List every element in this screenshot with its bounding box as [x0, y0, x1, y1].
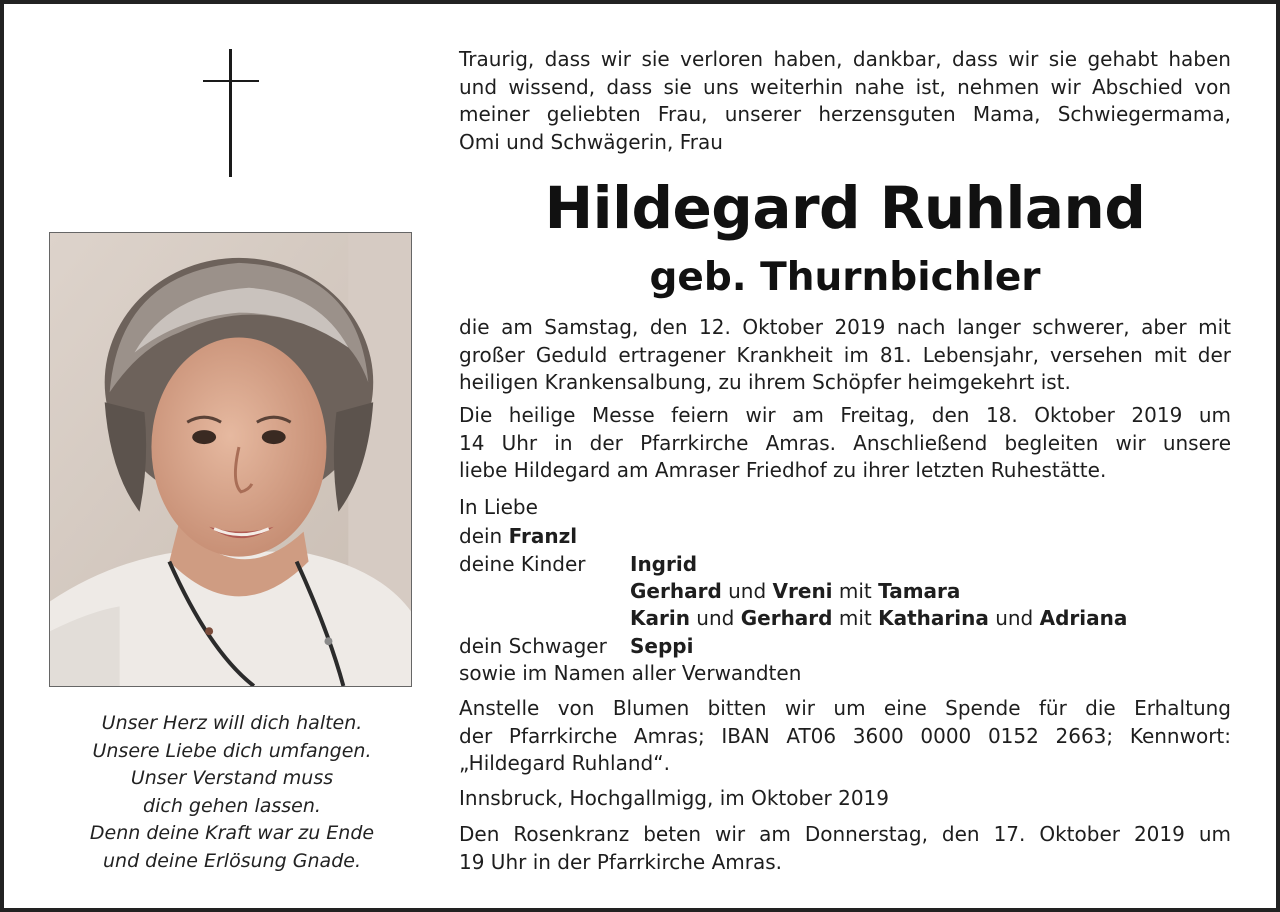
rosary-paragraph	[459, 821, 1231, 876]
child-name: Ingrid	[630, 552, 698, 576]
donation-paragraph	[459, 695, 1231, 778]
text-line: und wissend, dass sie uns weiterhin nahe ist, nehmen wir Abschied von	[459, 74, 1231, 99]
text-line: großer Geduld ertragener Krankheit im 81. Lebensjahr, versehen mit der	[459, 342, 1231, 367]
partner-name: Vreni	[772, 579, 833, 603]
maiden-name: geb. Thurnbichler	[649, 255, 1041, 300]
relatives-line: sowie im Namen aller Verwandten	[459, 661, 802, 685]
poem-line: und deine Erlösung Gnade.	[103, 849, 361, 872]
place-date: Innsbruck, Hochgallmigg, im Oktober 2019	[459, 786, 889, 810]
child-name: Gerhard	[630, 579, 722, 603]
text-line: meiner geliebten Frau, unserer herzensguten Mama, Schwiegermama,	[459, 102, 1231, 126]
text-line: der Pfarrkirche Amras; IBAN AT06 3600 0000 0152 2663; Kennwort:	[459, 723, 1231, 748]
connector: und	[689, 606, 741, 630]
connector: und	[988, 606, 1040, 630]
connector: und	[721, 579, 773, 603]
grandchild-name: Tamara	[878, 579, 961, 603]
husband-name: Franzl	[508, 524, 578, 548]
portrait-photo	[49, 232, 412, 687]
poem-line: Unser Verstand muss	[130, 767, 334, 789]
text-line: Die heilige Messe feiern wir am Freitag, den 18. Oktober 2019 um	[459, 403, 1231, 427]
poem-line: Unser Herz will dich halten.	[101, 712, 363, 734]
poem-line: dich gehen lassen.	[143, 794, 321, 817]
in-love-line: In Liebe	[459, 495, 538, 519]
child-name: Karin	[630, 606, 690, 630]
partner-name: Gerhard	[740, 606, 833, 630]
deceased-name: Hildegard Ruhland	[544, 174, 1146, 242]
intro-paragraph	[459, 46, 1231, 156]
child-line-2	[630, 578, 960, 606]
children-label: deine Kinder	[459, 552, 586, 576]
text-line: Traurig, dass wir sie verloren haben, dankbar, dass wir sie gehabt haben	[459, 47, 1231, 71]
child-line-3	[630, 605, 1127, 633]
death-notice-paragraph	[459, 314, 1231, 397]
text-line: 19 Uhr in der Pfarrkirche Amras.	[459, 849, 782, 874]
mass-paragraph	[459, 402, 1231, 485]
connector: mit	[832, 606, 879, 630]
connector: mit	[832, 579, 879, 603]
text-line: liebe Hildegard am Amraser Friedhof zu ihrer letzten Ruhestätte.	[459, 458, 1107, 482]
text-line: die am Samstag, den 12. Oktober 2019 nach langer schwerer, aber mit	[459, 315, 1231, 339]
text-line: Anstelle von Blumen bitten wir um eine Spende für die Erhaltung	[459, 696, 1231, 720]
grandchild-name: Adriana	[1039, 606, 1128, 630]
brother-in-law-label: dein Schwager	[459, 634, 607, 658]
husband-prefix: dein	[459, 524, 509, 548]
husband-line	[459, 523, 577, 551]
brother-in-law-name: Seppi	[630, 634, 694, 658]
cross-icon	[203, 49, 259, 177]
text-line: Omi und Schwägerin, Frau	[459, 129, 723, 154]
portrait-illustration	[50, 233, 411, 686]
child-line-1	[630, 551, 697, 579]
grandchild-name: Katharina	[878, 606, 989, 630]
text-line: Den Rosenkranz beten wir am Donnerstag, den 17. Oktober 2019 um	[459, 822, 1231, 846]
brother-in-law-line	[630, 633, 693, 661]
text-line: heiligen Krankensalbung, zu ihrem Schöpfer heimgekehrt ist.	[459, 370, 1071, 394]
poem-line: Denn deine Kraft war zu Ende	[89, 822, 375, 844]
text-line: „Hildegard Ruhland“.	[459, 751, 670, 775]
poem-line: Unsere Liebe dich umfangen.	[92, 739, 372, 762]
text-line: 14 Uhr in der Pfarrkirche Amras. Anschließend begleiten wir unsere	[459, 430, 1231, 455]
memorial-poem	[44, 710, 420, 875]
